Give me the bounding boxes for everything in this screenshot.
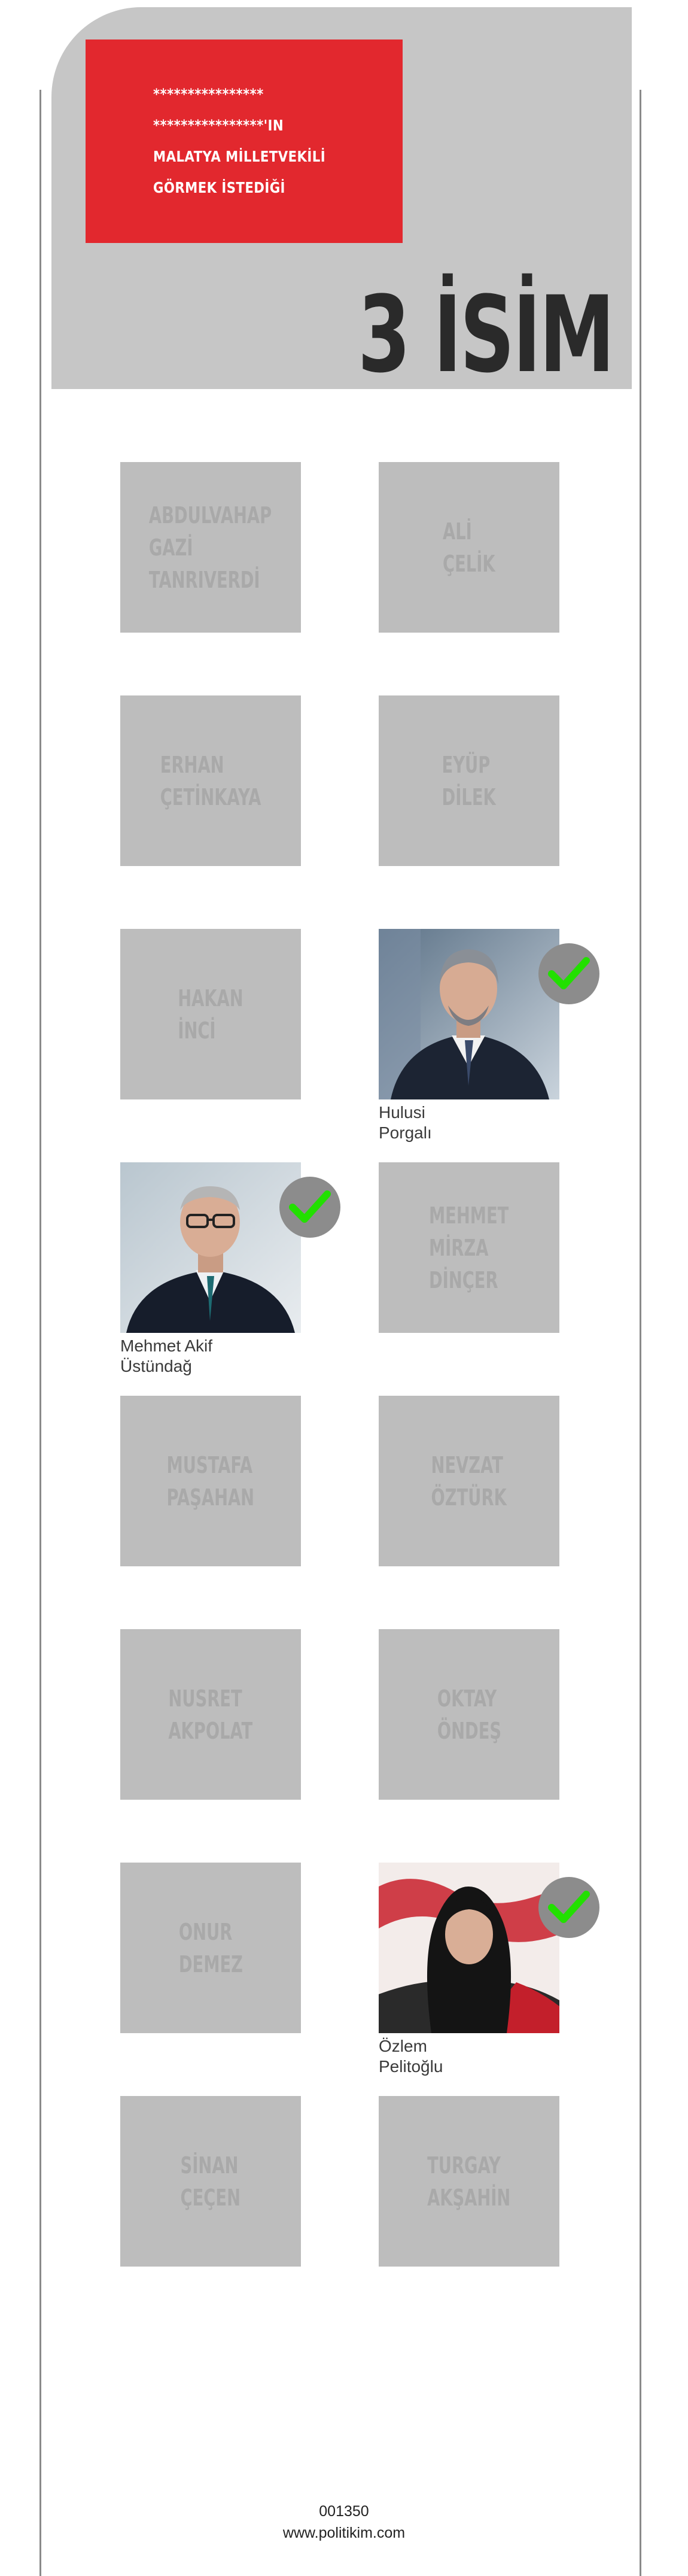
candidate-tile (379, 462, 559, 633)
footer-site: www.politikim.com (282, 2525, 406, 2541)
candidate-caption: Hulusi Porgalı (379, 1103, 432, 1142)
header-line-1: **************** (153, 86, 264, 103)
big-title: 3 İSİM (358, 274, 613, 396)
candidate-name: ERHAN ÇETİNKAYA (160, 751, 261, 810)
candidate-tile (379, 2096, 559, 2267)
header-line-2: ****************'IN (153, 117, 284, 134)
candidate-photo (379, 929, 559, 1099)
candidate-name: ALİ ÇELİK (443, 518, 495, 577)
header-line-3: MALATYA MİLLETVEKİLİ (153, 148, 326, 165)
header-line-4: GÖRMEK İSTEDİĞİ (153, 179, 285, 196)
check-icon (538, 943, 599, 1004)
portrait-mehmet-akif-ustundag (120, 1162, 301, 1333)
candidate-name: ONUR DEMEZ (178, 1918, 243, 1977)
candidate-tile (120, 929, 301, 1099)
candidate-name: NEVZAT ÖZTÜRK (431, 1451, 507, 1511)
candidate-tile (120, 1629, 301, 1800)
candidate-tile (120, 695, 301, 866)
header-red-box (86, 40, 403, 243)
candidate-photo (120, 1162, 301, 1333)
candidate-caption: Mehmet Akif Üstündağ (120, 1336, 213, 1375)
candidate-name: TURGAY AKŞAHİN (427, 2152, 511, 2211)
candidate-name: MEHMET MİRZA DİNÇER (429, 1202, 509, 1293)
candidate-name: ABDULVAHAP GAZİ TANRIVERDİ (149, 502, 272, 593)
portrait-ozlem-pelitoglu (379, 1863, 559, 2033)
candidate-caption: Özlem Pelitoğlu (379, 2037, 443, 2076)
candidate-name: SİNAN ÇEÇEN (180, 2152, 241, 2211)
candidate-tile (379, 1396, 559, 1566)
candidate-tile (379, 695, 559, 866)
footer (0, 2501, 688, 2544)
check-icon (538, 1877, 599, 1938)
candidate-tile (379, 1629, 559, 1800)
candidate-tile (120, 1396, 301, 1566)
candidate-tile (120, 1863, 301, 2033)
candidate-name: HAKAN İNCİ (178, 985, 243, 1044)
check-icon (279, 1177, 340, 1238)
footer-code: 001350 (319, 2503, 369, 2520)
candidate-name: EYÜP DİLEK (442, 751, 497, 810)
portrait-hulusi-porgali (379, 929, 559, 1099)
candidate-tile (120, 2096, 301, 2267)
candidate-photo (379, 1863, 559, 2033)
candidate-name: MUSTAFA PAŞAHAN (166, 1451, 255, 1511)
candidate-tile (120, 462, 301, 633)
candidate-name: OKTAY ÖNDEŞ (437, 1685, 501, 1744)
candidate-name: NUSRET AKPOLAT (168, 1685, 253, 1744)
candidate-tile (379, 1162, 559, 1333)
